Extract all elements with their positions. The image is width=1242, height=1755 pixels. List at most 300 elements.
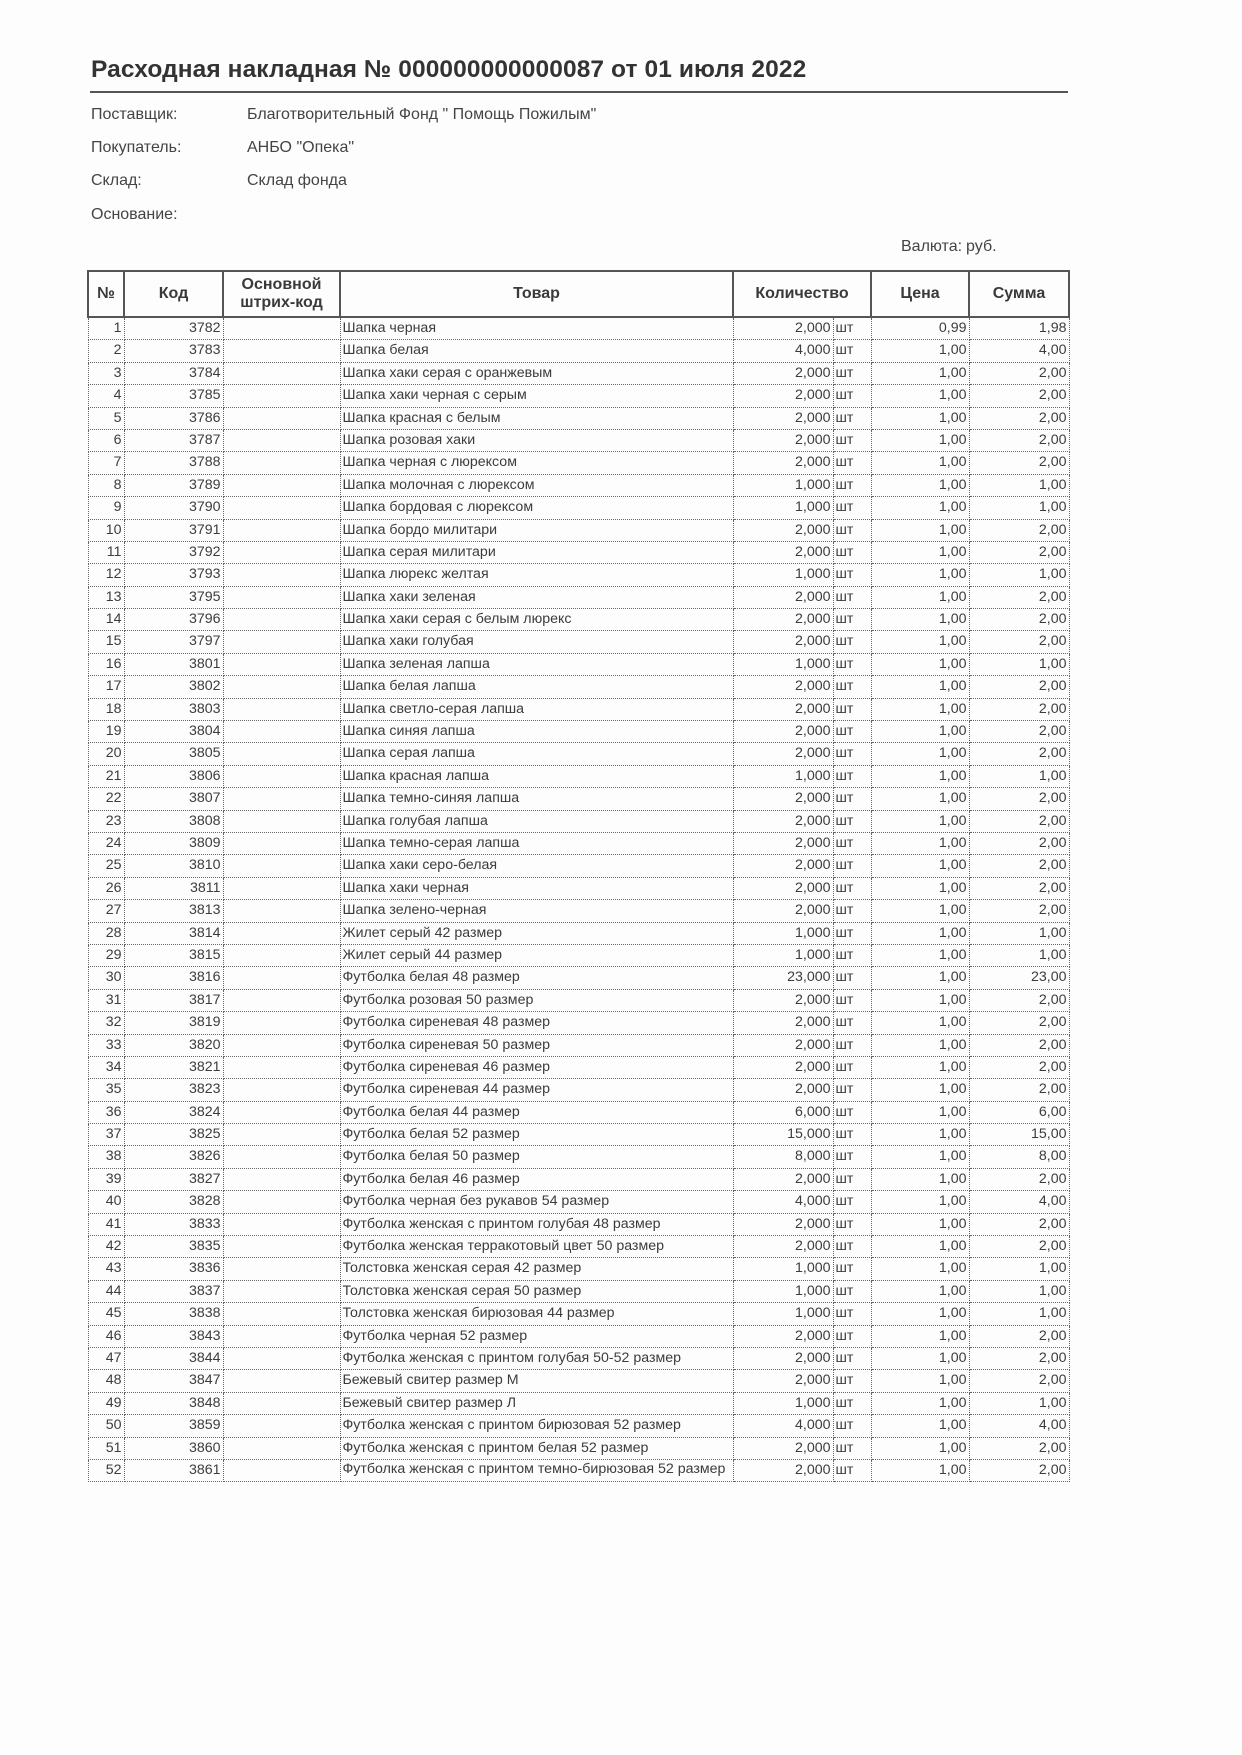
product-name-cell: Футболка женская с принтом бирюзовая 52 размер xyxy=(340,1415,733,1437)
table-row xyxy=(88,385,1069,407)
line-sum-cell: 2,00 xyxy=(969,721,1069,743)
quantity-cell: 2,000 xyxy=(733,317,833,340)
product-code-cell: 3787 xyxy=(124,429,223,451)
product-code-cell: 3847 xyxy=(124,1370,223,1392)
table-row xyxy=(88,653,1069,675)
barcode-cell xyxy=(223,429,340,451)
product-name-cell: Шапка молочная с люрексом xyxy=(340,474,733,496)
product-name-cell: Толстовка женская серая 50 размер xyxy=(340,1280,733,1302)
unit-cell: шт xyxy=(833,541,871,563)
line-sum-cell: 1,00 xyxy=(969,1258,1069,1280)
product-name-cell: Шапка хаки голубая xyxy=(340,631,733,653)
table-row xyxy=(88,541,1069,563)
buyer-value: АНБО "Опека" xyxy=(247,139,355,156)
quantity-cell: 1,000 xyxy=(733,1258,833,1280)
unit-cell: шт xyxy=(833,1392,871,1414)
table-row xyxy=(88,317,1069,340)
line-sum-cell: 1,00 xyxy=(969,653,1069,675)
product-code-cell: 3804 xyxy=(124,721,223,743)
table-row xyxy=(88,497,1069,519)
barcode-cell xyxy=(223,541,340,563)
table-row xyxy=(88,1101,1069,1123)
row-number-cell: 10 xyxy=(88,519,124,541)
supplier-label: Поставщик: xyxy=(91,106,178,123)
unit-cell: шт xyxy=(833,564,871,586)
product-name-cell: Шапка хаки серая с белым люрекс xyxy=(340,609,733,631)
price-cell: 1,00 xyxy=(871,474,969,496)
quantity-cell: 2,000 xyxy=(733,429,833,451)
product-code-cell: 3782 xyxy=(124,317,223,340)
product-code-cell: 3824 xyxy=(124,1101,223,1123)
product-name-cell: Шапка хаки черная с серым xyxy=(340,385,733,407)
line-sum-cell: 2,00 xyxy=(969,429,1069,451)
unit-cell: шт xyxy=(833,1146,871,1168)
product-name-cell: Шапка серая милитари xyxy=(340,541,733,563)
row-number-cell: 8 xyxy=(88,474,124,496)
product-code-cell: 3810 xyxy=(124,855,223,877)
line-sum-cell: 1,00 xyxy=(969,497,1069,519)
quantity-cell: 2,000 xyxy=(733,1437,833,1459)
line-sum-cell: 2,00 xyxy=(969,810,1069,832)
table-row xyxy=(88,586,1069,608)
unit-cell: шт xyxy=(833,1101,871,1123)
product-code-cell: 3835 xyxy=(124,1236,223,1258)
line-sum-cell: 2,00 xyxy=(969,407,1069,429)
price-cell: 1,00 xyxy=(871,407,969,429)
row-number-cell: 33 xyxy=(88,1034,124,1056)
barcode-cell xyxy=(223,609,340,631)
product-code-cell: 3797 xyxy=(124,631,223,653)
product-code-cell: 3820 xyxy=(124,1034,223,1056)
quantity-cell: 23,000 xyxy=(733,967,833,989)
quantity-cell: 2,000 xyxy=(733,1236,833,1258)
quantity-cell: 4,000 xyxy=(733,1415,833,1437)
unit-cell: шт xyxy=(833,698,871,720)
barcode-cell xyxy=(223,900,340,922)
basis-row xyxy=(91,206,247,224)
product-code-cell: 3860 xyxy=(124,1437,223,1459)
unit-cell: шт xyxy=(833,1056,871,1078)
row-number-cell: 52 xyxy=(88,1459,124,1481)
price-cell: 1,00 xyxy=(871,564,969,586)
warehouse-row xyxy=(91,172,347,190)
product-name-cell: Шапка белая лапша xyxy=(340,676,733,698)
barcode-cell xyxy=(223,1079,340,1101)
table-row xyxy=(88,1280,1069,1302)
price-cell: 1,00 xyxy=(871,541,969,563)
barcode-cell xyxy=(223,586,340,608)
table-row xyxy=(88,676,1069,698)
product-name-cell: Футболка белая 46 размер xyxy=(340,1168,733,1190)
unit-cell: шт xyxy=(833,385,871,407)
price-cell: 1,00 xyxy=(871,1303,969,1325)
price-cell: 1,00 xyxy=(871,698,969,720)
price-cell: 1,00 xyxy=(871,1034,969,1056)
line-sum-cell: 1,00 xyxy=(969,564,1069,586)
unit-cell: шт xyxy=(833,1258,871,1280)
table-row xyxy=(88,564,1069,586)
table-row xyxy=(88,609,1069,631)
quantity-cell: 2,000 xyxy=(733,676,833,698)
line-sum-cell: 1,00 xyxy=(969,1280,1069,1302)
unit-cell: шт xyxy=(833,855,871,877)
unit-cell: шт xyxy=(833,362,871,384)
row-number-cell: 19 xyxy=(88,721,124,743)
row-number-cell: 42 xyxy=(88,1236,124,1258)
quantity-cell: 2,000 xyxy=(733,586,833,608)
barcode-cell xyxy=(223,1392,340,1414)
row-number-cell: 1 xyxy=(88,317,124,340)
row-number-cell: 36 xyxy=(88,1101,124,1123)
product-code-cell: 3808 xyxy=(124,810,223,832)
unit-cell: шт xyxy=(833,922,871,944)
price-cell: 1,00 xyxy=(871,810,969,832)
row-number-cell: 4 xyxy=(88,385,124,407)
unit-cell: шт xyxy=(833,1124,871,1146)
barcode-cell xyxy=(223,1191,340,1213)
items-table xyxy=(87,270,1070,1482)
unit-cell: шт xyxy=(833,765,871,787)
buyer-row xyxy=(91,139,354,157)
barcode-cell xyxy=(223,497,340,519)
price-cell: 1,00 xyxy=(871,922,969,944)
line-sum-cell: 2,00 xyxy=(969,900,1069,922)
row-number-cell: 13 xyxy=(88,586,124,608)
product-name-cell: Жилет серый 42 размер xyxy=(340,922,733,944)
quantity-cell: 2,000 xyxy=(733,900,833,922)
warehouse-label: Склад: xyxy=(91,172,142,189)
price-cell: 1,00 xyxy=(871,1325,969,1347)
unit-cell: шт xyxy=(833,519,871,541)
product-name-cell: Футболка белая 48 размер xyxy=(340,967,733,989)
product-name-cell: Футболка сиреневая 44 размер xyxy=(340,1079,733,1101)
row-number-cell: 27 xyxy=(88,900,124,922)
price-cell: 1,00 xyxy=(871,429,969,451)
table-row xyxy=(88,1347,1069,1369)
line-sum-cell: 2,00 xyxy=(969,1056,1069,1078)
price-cell: 1,00 xyxy=(871,900,969,922)
quantity-cell: 2,000 xyxy=(733,1056,833,1078)
product-code-cell: 3861 xyxy=(124,1459,223,1481)
price-cell: 1,00 xyxy=(871,586,969,608)
quantity-cell: 2,000 xyxy=(733,832,833,854)
barcode-cell xyxy=(223,452,340,474)
barcode-cell xyxy=(223,1415,340,1437)
row-number-cell: 9 xyxy=(88,497,124,519)
unit-cell: шт xyxy=(833,1459,871,1481)
product-code-cell: 3793 xyxy=(124,564,223,586)
unit-cell: шт xyxy=(833,1303,871,1325)
price-cell: 1,00 xyxy=(871,721,969,743)
product-name-cell: Шапка черная с люрексом xyxy=(340,452,733,474)
price-cell: 1,00 xyxy=(871,340,969,362)
product-name-cell: Футболка белая 50 размер xyxy=(340,1146,733,1168)
line-sum-cell: 2,00 xyxy=(969,788,1069,810)
row-number-cell: 37 xyxy=(88,1124,124,1146)
barcode-cell xyxy=(223,743,340,765)
unit-cell: шт xyxy=(833,1325,871,1347)
quantity-cell: 2,000 xyxy=(733,385,833,407)
barcode-cell xyxy=(223,1101,340,1123)
unit-cell: шт xyxy=(833,609,871,631)
price-cell: 1,00 xyxy=(871,653,969,675)
line-sum-cell: 1,98 xyxy=(969,317,1069,340)
quantity-cell: 2,000 xyxy=(733,989,833,1011)
row-number-cell: 11 xyxy=(88,541,124,563)
table-row xyxy=(88,1012,1069,1034)
row-number-cell: 31 xyxy=(88,989,124,1011)
unit-cell: шт xyxy=(833,676,871,698)
barcode-cell xyxy=(223,1056,340,1078)
unit-cell: шт xyxy=(833,653,871,675)
line-sum-cell: 2,00 xyxy=(969,1168,1069,1190)
table-row xyxy=(88,1459,1069,1481)
row-number-cell: 15 xyxy=(88,631,124,653)
header-product: Товар xyxy=(340,271,733,317)
table-header-row xyxy=(88,271,1069,317)
unit-cell: шт xyxy=(833,340,871,362)
barcode-cell xyxy=(223,721,340,743)
product-name-cell: Шапка красная лапша xyxy=(340,765,733,787)
price-cell: 1,00 xyxy=(871,1079,969,1101)
price-cell: 1,00 xyxy=(871,385,969,407)
product-code-cell: 3815 xyxy=(124,944,223,966)
barcode-cell xyxy=(223,788,340,810)
barcode-cell xyxy=(223,944,340,966)
product-code-cell: 3859 xyxy=(124,1415,223,1437)
product-code-cell: 3819 xyxy=(124,1012,223,1034)
barcode-cell xyxy=(223,1168,340,1190)
table-row xyxy=(88,1325,1069,1347)
row-number-cell: 51 xyxy=(88,1437,124,1459)
line-sum-cell: 2,00 xyxy=(969,1213,1069,1235)
price-cell: 1,00 xyxy=(871,1370,969,1392)
table-row xyxy=(88,721,1069,743)
table-row xyxy=(88,877,1069,899)
price-cell: 1,00 xyxy=(871,631,969,653)
header-barcode: Основной штрих-код xyxy=(223,271,340,317)
row-number-cell: 12 xyxy=(88,564,124,586)
product-name-cell: Шапка темно-синяя лапша xyxy=(340,788,733,810)
line-sum-cell: 2,00 xyxy=(969,631,1069,653)
product-code-cell: 3806 xyxy=(124,765,223,787)
row-number-cell: 21 xyxy=(88,765,124,787)
barcode-cell xyxy=(223,1124,340,1146)
quantity-cell: 2,000 xyxy=(733,1325,833,1347)
line-sum-cell: 1,00 xyxy=(969,1392,1069,1414)
header-sum: Сумма xyxy=(969,271,1069,317)
barcode-cell xyxy=(223,1347,340,1369)
table-row xyxy=(88,967,1069,989)
product-code-cell: 3803 xyxy=(124,698,223,720)
product-code-cell: 3802 xyxy=(124,676,223,698)
product-code-cell: 3809 xyxy=(124,832,223,854)
product-code-cell: 3785 xyxy=(124,385,223,407)
price-cell: 1,00 xyxy=(871,967,969,989)
unit-cell: шт xyxy=(833,1012,871,1034)
table-row xyxy=(88,1370,1069,1392)
product-name-cell: Футболка женская с принтом голубая 50-52 размер xyxy=(340,1347,733,1369)
line-sum-cell: 15,00 xyxy=(969,1124,1069,1146)
table-row xyxy=(88,900,1069,922)
line-sum-cell: 4,00 xyxy=(969,340,1069,362)
table-row xyxy=(88,944,1069,966)
table-row xyxy=(88,765,1069,787)
product-code-cell: 3813 xyxy=(124,900,223,922)
table-row xyxy=(88,362,1069,384)
row-number-cell: 3 xyxy=(88,362,124,384)
line-sum-cell: 4,00 xyxy=(969,1415,1069,1437)
price-cell: 1,00 xyxy=(871,1101,969,1123)
table-row xyxy=(88,1056,1069,1078)
row-number-cell: 2 xyxy=(88,340,124,362)
unit-cell: шт xyxy=(833,743,871,765)
price-cell: 1,00 xyxy=(871,1415,969,1437)
product-name-cell: Шапка темно-серая лапша xyxy=(340,832,733,854)
product-code-cell: 3848 xyxy=(124,1392,223,1414)
barcode-cell xyxy=(223,1303,340,1325)
supplier-row xyxy=(91,106,596,124)
line-sum-cell: 2,00 xyxy=(969,877,1069,899)
price-cell: 1,00 xyxy=(871,832,969,854)
table-row xyxy=(88,1079,1069,1101)
line-sum-cell: 2,00 xyxy=(969,743,1069,765)
product-name-cell: Шапка хаки зеленая xyxy=(340,586,733,608)
product-code-cell: 3792 xyxy=(124,541,223,563)
product-name-cell: Шапка хаки серо-белая xyxy=(340,855,733,877)
product-name-cell: Шапка светло-серая лапша xyxy=(340,698,733,720)
quantity-cell: 2,000 xyxy=(733,877,833,899)
line-sum-cell: 2,00 xyxy=(969,676,1069,698)
table-row xyxy=(88,1258,1069,1280)
unit-cell: шт xyxy=(833,1370,871,1392)
quantity-cell: 2,000 xyxy=(733,631,833,653)
barcode-cell xyxy=(223,1437,340,1459)
basis-label: Основание: xyxy=(91,206,178,223)
line-sum-cell: 6,00 xyxy=(969,1101,1069,1123)
barcode-cell xyxy=(223,698,340,720)
table-row xyxy=(88,743,1069,765)
barcode-cell xyxy=(223,407,340,429)
product-code-cell: 3811 xyxy=(124,877,223,899)
currency-row xyxy=(901,238,997,256)
quantity-cell: 2,000 xyxy=(733,1370,833,1392)
quantity-cell: 2,000 xyxy=(733,698,833,720)
price-cell: 1,00 xyxy=(871,944,969,966)
unit-cell: шт xyxy=(833,317,871,340)
barcode-cell xyxy=(223,1459,340,1481)
product-code-cell: 3807 xyxy=(124,788,223,810)
product-code-cell: 3789 xyxy=(124,474,223,496)
product-code-cell: 3786 xyxy=(124,407,223,429)
quantity-cell: 1,000 xyxy=(733,564,833,586)
quantity-cell: 2,000 xyxy=(733,1079,833,1101)
table-row xyxy=(88,698,1069,720)
line-sum-cell: 2,00 xyxy=(969,609,1069,631)
row-number-cell: 38 xyxy=(88,1146,124,1168)
barcode-cell xyxy=(223,1280,340,1302)
table-row xyxy=(88,1303,1069,1325)
barcode-cell xyxy=(223,340,340,362)
barcode-cell xyxy=(223,385,340,407)
row-number-cell: 48 xyxy=(88,1370,124,1392)
row-number-cell: 23 xyxy=(88,810,124,832)
table-row xyxy=(88,810,1069,832)
product-name-cell: Футболка белая 44 размер xyxy=(340,1101,733,1123)
row-number-cell: 32 xyxy=(88,1012,124,1034)
price-cell: 1,00 xyxy=(871,676,969,698)
quantity-cell: 2,000 xyxy=(733,1034,833,1056)
unit-cell: шт xyxy=(833,1280,871,1302)
quantity-cell: 2,000 xyxy=(733,721,833,743)
product-name-cell: Футболка розовая 50 размер xyxy=(340,989,733,1011)
price-cell: 1,00 xyxy=(871,1124,969,1146)
product-name-cell: Шапка зелено-черная xyxy=(340,900,733,922)
line-sum-cell: 2,00 xyxy=(969,1459,1069,1481)
price-cell: 1,00 xyxy=(871,452,969,474)
unit-cell: шт xyxy=(833,989,871,1011)
barcode-cell xyxy=(223,676,340,698)
product-code-cell: 3795 xyxy=(124,586,223,608)
barcode-cell xyxy=(223,1325,340,1347)
product-name-cell: Бежевый свитер размер Л xyxy=(340,1392,733,1414)
price-cell: 1,00 xyxy=(871,788,969,810)
unit-cell: шт xyxy=(833,1034,871,1056)
document-title: Расходная накладная № 000000000000087 от 01 июля 2022 xyxy=(91,56,807,83)
row-number-cell: 5 xyxy=(88,407,124,429)
product-name-cell: Шапка зеленая лапша xyxy=(340,653,733,675)
row-number-cell: 46 xyxy=(88,1325,124,1347)
product-name-cell: Шапка красная с белым xyxy=(340,407,733,429)
line-sum-cell: 1,00 xyxy=(969,944,1069,966)
quantity-cell: 1,000 xyxy=(733,497,833,519)
product-name-cell: Футболка белая 52 размер xyxy=(340,1124,733,1146)
line-sum-cell: 4,00 xyxy=(969,1191,1069,1213)
product-name-cell: Шапка розовая хаки xyxy=(340,429,733,451)
product-name-cell: Футболка женская с принтом голубая 48 размер xyxy=(340,1213,733,1235)
row-number-cell: 49 xyxy=(88,1392,124,1414)
price-cell: 1,00 xyxy=(871,1056,969,1078)
row-number-cell: 20 xyxy=(88,743,124,765)
barcode-cell xyxy=(223,1370,340,1392)
table-row xyxy=(88,407,1069,429)
price-cell: 1,00 xyxy=(871,1280,969,1302)
product-name-cell: Шапка хаки серая с оранжевым xyxy=(340,362,733,384)
quantity-cell: 6,000 xyxy=(733,1101,833,1123)
barcode-cell xyxy=(223,1034,340,1056)
row-number-cell: 28 xyxy=(88,922,124,944)
barcode-cell xyxy=(223,519,340,541)
currency-value: руб. xyxy=(966,238,997,255)
price-cell: 1,00 xyxy=(871,1258,969,1280)
table-row xyxy=(88,1146,1069,1168)
product-name-cell: Футболка женская с принтом белая 52 размер xyxy=(340,1437,733,1459)
product-name-cell: Футболка черная 52 размер xyxy=(340,1325,733,1347)
product-code-cell: 3833 xyxy=(124,1213,223,1235)
table-row xyxy=(88,1191,1069,1213)
barcode-cell xyxy=(223,317,340,340)
quantity-cell: 1,000 xyxy=(733,944,833,966)
quantity-cell: 2,000 xyxy=(733,519,833,541)
barcode-cell xyxy=(223,877,340,899)
unit-cell: шт xyxy=(833,900,871,922)
barcode-cell xyxy=(223,989,340,1011)
row-number-cell: 18 xyxy=(88,698,124,720)
price-cell: 1,00 xyxy=(871,1347,969,1369)
product-name-cell: Шапка голубая лапша xyxy=(340,810,733,832)
row-number-cell: 35 xyxy=(88,1079,124,1101)
unit-cell: шт xyxy=(833,832,871,854)
